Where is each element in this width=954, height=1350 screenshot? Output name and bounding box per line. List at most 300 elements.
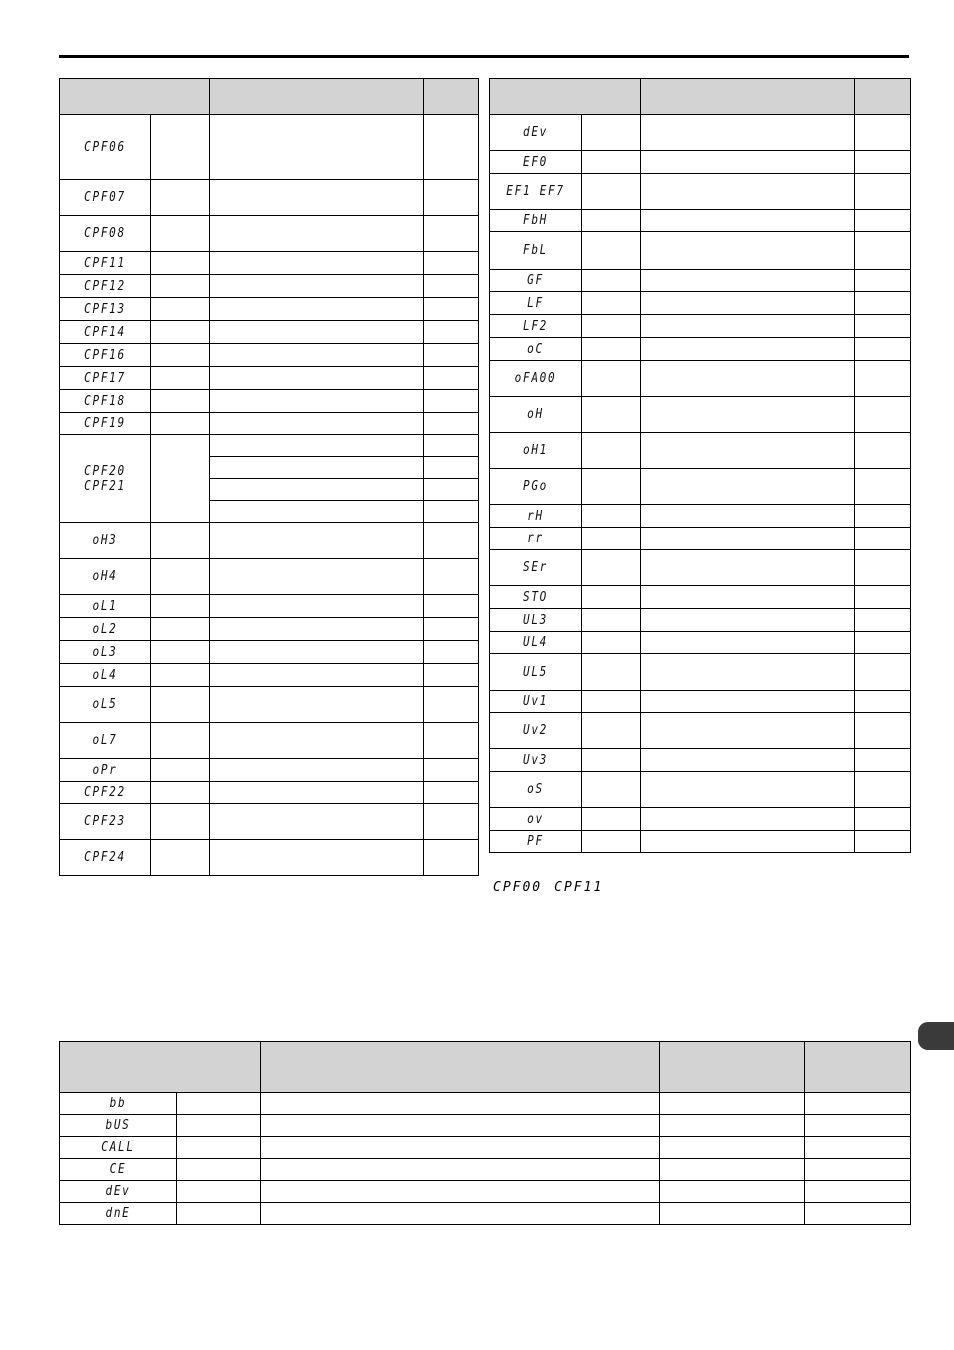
page-cell: [855, 632, 911, 654]
display-code: Uv2: [522, 723, 549, 738]
fault-name-cell: [582, 609, 641, 632]
table-row: [490, 115, 911, 151]
table-row: [60, 216, 479, 252]
table-row: [490, 338, 911, 361]
display-code-cell: [60, 216, 151, 252]
table-row: [60, 782, 479, 804]
fault-name-cell: [582, 749, 641, 772]
display-code: CPF12: [84, 278, 126, 294]
display-code-cell: [60, 1159, 177, 1181]
fault-name-cell: [582, 292, 641, 315]
display-code: oL3: [92, 644, 118, 660]
cause-cell: [210, 390, 424, 413]
display-code-cell: [490, 528, 582, 550]
display-code-cell: [60, 252, 151, 275]
page-cell: [855, 210, 911, 232]
fault-name-cell: [582, 550, 641, 586]
page-cell: [855, 550, 911, 586]
table-row: [60, 321, 479, 344]
alarm-name-cell: [177, 1181, 261, 1203]
fault-name-cell: [151, 641, 210, 664]
fault-name-cell: [151, 618, 210, 641]
fault-name-cell: [151, 367, 210, 390]
fault-name-cell: [151, 687, 210, 723]
description-cell: [261, 1159, 660, 1181]
page-cell: [424, 216, 479, 252]
display-code-cell: [60, 687, 151, 723]
fault-name-cell: [582, 270, 641, 292]
page-cell: [805, 1181, 911, 1203]
display-code-cell: [60, 840, 151, 876]
fault-name-cell: [582, 115, 641, 151]
page-cell: [424, 413, 479, 435]
table-row: [60, 344, 479, 367]
cause-cell: [641, 115, 855, 151]
display-code-cell: [490, 174, 582, 210]
page-cell: [855, 270, 911, 292]
page-cell: [424, 298, 479, 321]
display-code: CPF11: [84, 255, 126, 271]
display-code-cell: [60, 618, 151, 641]
cause-cell: [641, 831, 855, 853]
display-code-cell: [60, 115, 151, 180]
table-row: [60, 1203, 911, 1225]
display-code-cell: [60, 275, 151, 298]
display-code: CPF14: [84, 324, 126, 340]
table-row: [60, 595, 479, 618]
page-cell: [424, 115, 479, 180]
page-cell: [855, 654, 911, 691]
display-code-cell: [490, 115, 582, 151]
alarm-name-cell: [177, 1137, 261, 1159]
page-cell: [855, 151, 911, 174]
fault-name-cell: [151, 723, 210, 759]
fault-name-cell: [582, 632, 641, 654]
cause-cell: [641, 550, 855, 586]
page-cell: [855, 174, 911, 210]
page-cell: [424, 595, 479, 618]
description-cell: [261, 1115, 660, 1137]
display-code-cell: [490, 772, 582, 808]
cause-cell: [641, 691, 855, 713]
table-row: [60, 687, 479, 723]
display-code-cell: [490, 691, 582, 713]
display-code: rr: [527, 531, 544, 546]
table-row: [490, 210, 911, 232]
display-code-cell: [60, 413, 151, 435]
fault-name-cell: [151, 115, 210, 180]
cause-cell: [641, 586, 855, 609]
table-row: [490, 232, 911, 270]
display-code-cell: [60, 435, 151, 523]
header-cell-page: [805, 1042, 911, 1093]
header-cell-display: [60, 79, 210, 115]
cause-cell: [210, 344, 424, 367]
fault-name-cell: [582, 397, 641, 433]
table-row: [60, 1159, 911, 1181]
display-code: UL3: [522, 612, 549, 628]
cause-cell: [641, 292, 855, 315]
display-code-cell: [60, 367, 151, 390]
fault-table-right: [489, 78, 911, 853]
alarm-name-cell: [177, 1159, 261, 1181]
display-code: oPr: [92, 762, 118, 778]
cause-cell: [210, 321, 424, 344]
table-row: [60, 275, 479, 298]
fault-name-cell: [582, 151, 641, 174]
display-code: Uv1: [522, 694, 549, 709]
page-cell: [424, 501, 479, 523]
display-code-cell: [490, 505, 582, 528]
display-code-cell: [60, 723, 151, 759]
cause-cell: [641, 433, 855, 469]
display-code-cell: [60, 390, 151, 413]
cause-cell: [641, 609, 855, 632]
cause-cell: [641, 397, 855, 433]
description-cell: [261, 1137, 660, 1159]
display-code-cell: [60, 523, 151, 559]
fault-table-left: [59, 78, 479, 876]
display-code: CPF18: [84, 393, 126, 409]
display-code: oFA00: [514, 371, 557, 386]
fault-name-cell: [582, 831, 641, 853]
fault-name-cell: [582, 808, 641, 831]
footnote-code-b: CPF11: [554, 880, 604, 895]
table-row: [490, 550, 911, 586]
display-code-cell: [490, 749, 582, 772]
cause-cell: [210, 298, 424, 321]
table-row: [60, 390, 479, 413]
table-row: [490, 361, 911, 397]
table-row: [60, 664, 479, 687]
header-cell-display: [60, 1042, 261, 1093]
fault-name-cell: [151, 435, 210, 523]
cause-cell: [641, 713, 855, 749]
cause-cell: [641, 528, 855, 550]
fault-name-cell: [151, 344, 210, 367]
table-row: [60, 367, 479, 390]
page-cell: [855, 315, 911, 338]
display-code: UL5: [522, 664, 549, 680]
fault-name-cell: [582, 691, 641, 713]
table-row: [60, 435, 479, 457]
display-code: FbL: [522, 243, 549, 258]
table-row: [490, 397, 911, 433]
page-cell: [855, 361, 911, 397]
fault-name-cell: [151, 275, 210, 298]
display-code: dnE: [105, 1206, 131, 1221]
display-code: EF1 EF7: [506, 184, 565, 199]
page-cell: [424, 641, 479, 664]
table-row: [490, 433, 911, 469]
alarm-name-cell: [177, 1093, 261, 1115]
header-cell-display: [490, 79, 641, 115]
display-code: Uv3: [522, 752, 549, 768]
page-cell: [424, 782, 479, 804]
display-code: CPF24: [84, 850, 126, 865]
cause-cell: [210, 782, 424, 804]
display-code-cell: [490, 609, 582, 632]
fault-name-cell: [151, 523, 210, 559]
table-row: [60, 559, 479, 595]
page-cell: [424, 321, 479, 344]
display-code-cell: [60, 298, 151, 321]
page-cell: [855, 772, 911, 808]
fault-name-cell: [582, 654, 641, 691]
header-cell-name: [641, 79, 855, 115]
table-row: [490, 831, 911, 853]
page-cell: [424, 804, 479, 840]
display-code: FbH: [522, 213, 549, 228]
fault-name-cell: [582, 210, 641, 232]
display-code: oL2: [92, 621, 118, 637]
display-code-cell: [60, 595, 151, 618]
cause-cell: [641, 749, 855, 772]
fault-name-cell: [151, 252, 210, 275]
display-code: oL1: [92, 598, 118, 614]
display-code-secondary: CPF21: [84, 478, 126, 494]
cause-cell: [641, 808, 855, 831]
display-code: LF2: [522, 318, 549, 334]
cause-cell: [641, 338, 855, 361]
fault-name-cell: [582, 772, 641, 808]
display-code-cell: [490, 232, 582, 270]
page-cell: [805, 1203, 911, 1225]
page-cell: [424, 435, 479, 457]
cause-cell: [210, 216, 424, 252]
display-code: CPF17: [84, 370, 126, 386]
table-row: [60, 1181, 911, 1203]
cause-cell: [210, 618, 424, 641]
cause-cell: [641, 232, 855, 270]
display-code: dEv: [105, 1184, 131, 1199]
display-code-cell: [490, 433, 582, 469]
display-code-cell: [60, 759, 151, 782]
display-code-cell: [60, 180, 151, 216]
page-cell: [424, 559, 479, 595]
table-row: [490, 586, 911, 609]
page-cell: [855, 831, 911, 853]
header-cell-page: [424, 79, 479, 115]
display-code: oL7: [92, 733, 118, 748]
display-code-cell: [60, 782, 151, 804]
cause-cell: [641, 772, 855, 808]
header-cell-page: [855, 79, 911, 115]
fault-name-cell: [582, 505, 641, 528]
page-cell: [424, 759, 479, 782]
display-code: rH: [527, 508, 544, 524]
cause-cell: [210, 180, 424, 216]
cause-cell: [641, 654, 855, 691]
cause-cell: [210, 723, 424, 759]
page-cell: [424, 840, 479, 876]
display-code-cell: [490, 270, 582, 292]
cause-cell: [210, 687, 424, 723]
display-code-cell: [60, 1093, 177, 1115]
display-code: oH1: [522, 443, 549, 458]
table-row: [60, 618, 479, 641]
page-cell: [805, 1093, 911, 1115]
table-row: [60, 759, 479, 782]
display-code: oS: [527, 782, 544, 797]
display-code-cell: [490, 632, 582, 654]
display-code: SEr: [522, 560, 549, 575]
display-code-cell: [490, 210, 582, 232]
cause-cell: [210, 595, 424, 618]
cause-cell: [641, 174, 855, 210]
cause-cell: [641, 270, 855, 292]
cause-cell: [210, 559, 424, 595]
cause-cell: [210, 664, 424, 687]
display-code: oH: [527, 407, 544, 422]
cause-cell: [641, 210, 855, 232]
display-code: bb: [109, 1096, 127, 1111]
table-row: [60, 1137, 911, 1159]
table-row: [60, 804, 479, 840]
cause-cell: [641, 315, 855, 338]
display-code: CPF06: [84, 139, 126, 155]
page-cell: [855, 469, 911, 505]
table-row: [490, 292, 911, 315]
display-code-cell: [60, 321, 151, 344]
fault-name-cell: [151, 216, 210, 252]
cause-cell: [641, 151, 855, 174]
fault-name-cell: [151, 759, 210, 782]
display-code-cell: [490, 151, 582, 174]
page-cell: [805, 1137, 911, 1159]
cause-cell: [210, 840, 424, 876]
display-code: oC: [527, 341, 544, 357]
table-row: [60, 523, 479, 559]
page-cell: [424, 367, 479, 390]
display-code: CPF22: [84, 785, 126, 800]
page-cell: [855, 808, 911, 831]
fault-name-cell: [151, 180, 210, 216]
table-row: [490, 632, 911, 654]
minor-fault-cell: [660, 1181, 805, 1203]
alarm-table: [59, 1041, 911, 1225]
fault-name-cell: [582, 433, 641, 469]
fault-name-cell: [151, 413, 210, 435]
table-row: [60, 252, 479, 275]
header-cell-name: [210, 79, 424, 115]
fault-name-cell: [582, 174, 641, 210]
page-cell: [855, 713, 911, 749]
header-rule: [59, 55, 909, 58]
fault-name-cell: [582, 469, 641, 505]
page-cell: [855, 749, 911, 772]
minor-fault-cell: [660, 1115, 805, 1137]
fault-name-cell: [582, 338, 641, 361]
display-code: CPF08: [84, 226, 126, 241]
cause-cell: [210, 413, 424, 435]
page-cell: [855, 397, 911, 433]
cause-cell: [210, 252, 424, 275]
page-cell: [855, 528, 911, 550]
table-row: [490, 654, 911, 691]
display-code: CE: [109, 1162, 127, 1177]
header-cell-minor-fault: [660, 1042, 805, 1093]
table-row: [60, 723, 479, 759]
cause-cell: [210, 115, 424, 180]
fault-name-cell: [151, 559, 210, 595]
page-cell: [805, 1115, 911, 1137]
table-row: [490, 691, 911, 713]
table-row: [490, 528, 911, 550]
page-cell: [855, 691, 911, 713]
cause-cell: [210, 501, 424, 523]
display-code: STO: [522, 589, 549, 605]
table-row: [60, 641, 479, 664]
fault-name-cell: [151, 840, 210, 876]
display-code-cell: [60, 804, 151, 840]
table-row: [490, 609, 911, 632]
display-code: CPF19: [84, 416, 126, 431]
display-code-cell: [490, 338, 582, 361]
table-row: [490, 174, 911, 210]
page-cell: [424, 390, 479, 413]
display-code-cell: [60, 559, 151, 595]
cause-cell: [210, 804, 424, 840]
page-cell: [424, 344, 479, 367]
display-code: oH3: [92, 533, 118, 548]
display-code-cell: [60, 344, 151, 367]
display-code: dEv: [522, 125, 549, 140]
fault-name-cell: [582, 315, 641, 338]
table-row: [60, 413, 479, 435]
fault-name-cell: [582, 586, 641, 609]
page-cell: [424, 275, 479, 298]
display-code-cell: [490, 586, 582, 609]
table-row: [490, 315, 911, 338]
cause-cell: [210, 759, 424, 782]
description-cell: [261, 1181, 660, 1203]
page-cell: [424, 252, 479, 275]
fault-name-cell: [151, 595, 210, 618]
cause-cell: [210, 457, 424, 479]
cause-cell: [210, 435, 424, 457]
cause-cell: [641, 469, 855, 505]
page-cell: [855, 115, 911, 151]
description-cell: [261, 1093, 660, 1115]
cause-cell: [210, 523, 424, 559]
display-code: bUS: [105, 1118, 131, 1133]
display-code-cell: [490, 831, 582, 853]
table-row: [490, 749, 911, 772]
display-code-cell: [490, 315, 582, 338]
minor-fault-cell: [660, 1159, 805, 1181]
page-cell: [855, 586, 911, 609]
display-code: UL4: [522, 635, 549, 650]
cause-cell: [641, 632, 855, 654]
fault-name-cell: [151, 664, 210, 687]
alarm-name-cell: [177, 1115, 261, 1137]
page-cell: [855, 609, 911, 632]
display-code: oH4: [92, 569, 118, 584]
table-row: [60, 180, 479, 216]
display-code-cell: [60, 1115, 177, 1137]
page-cell: [855, 433, 911, 469]
table-row: [60, 1115, 911, 1137]
display-code-cell: [490, 713, 582, 749]
page-cell: [855, 232, 911, 270]
display-code-cell: [60, 1137, 177, 1159]
table-row: [490, 505, 911, 528]
page-cell: [424, 618, 479, 641]
page-cell: [424, 523, 479, 559]
table-row: [490, 151, 911, 174]
fault-name-cell: [151, 804, 210, 840]
